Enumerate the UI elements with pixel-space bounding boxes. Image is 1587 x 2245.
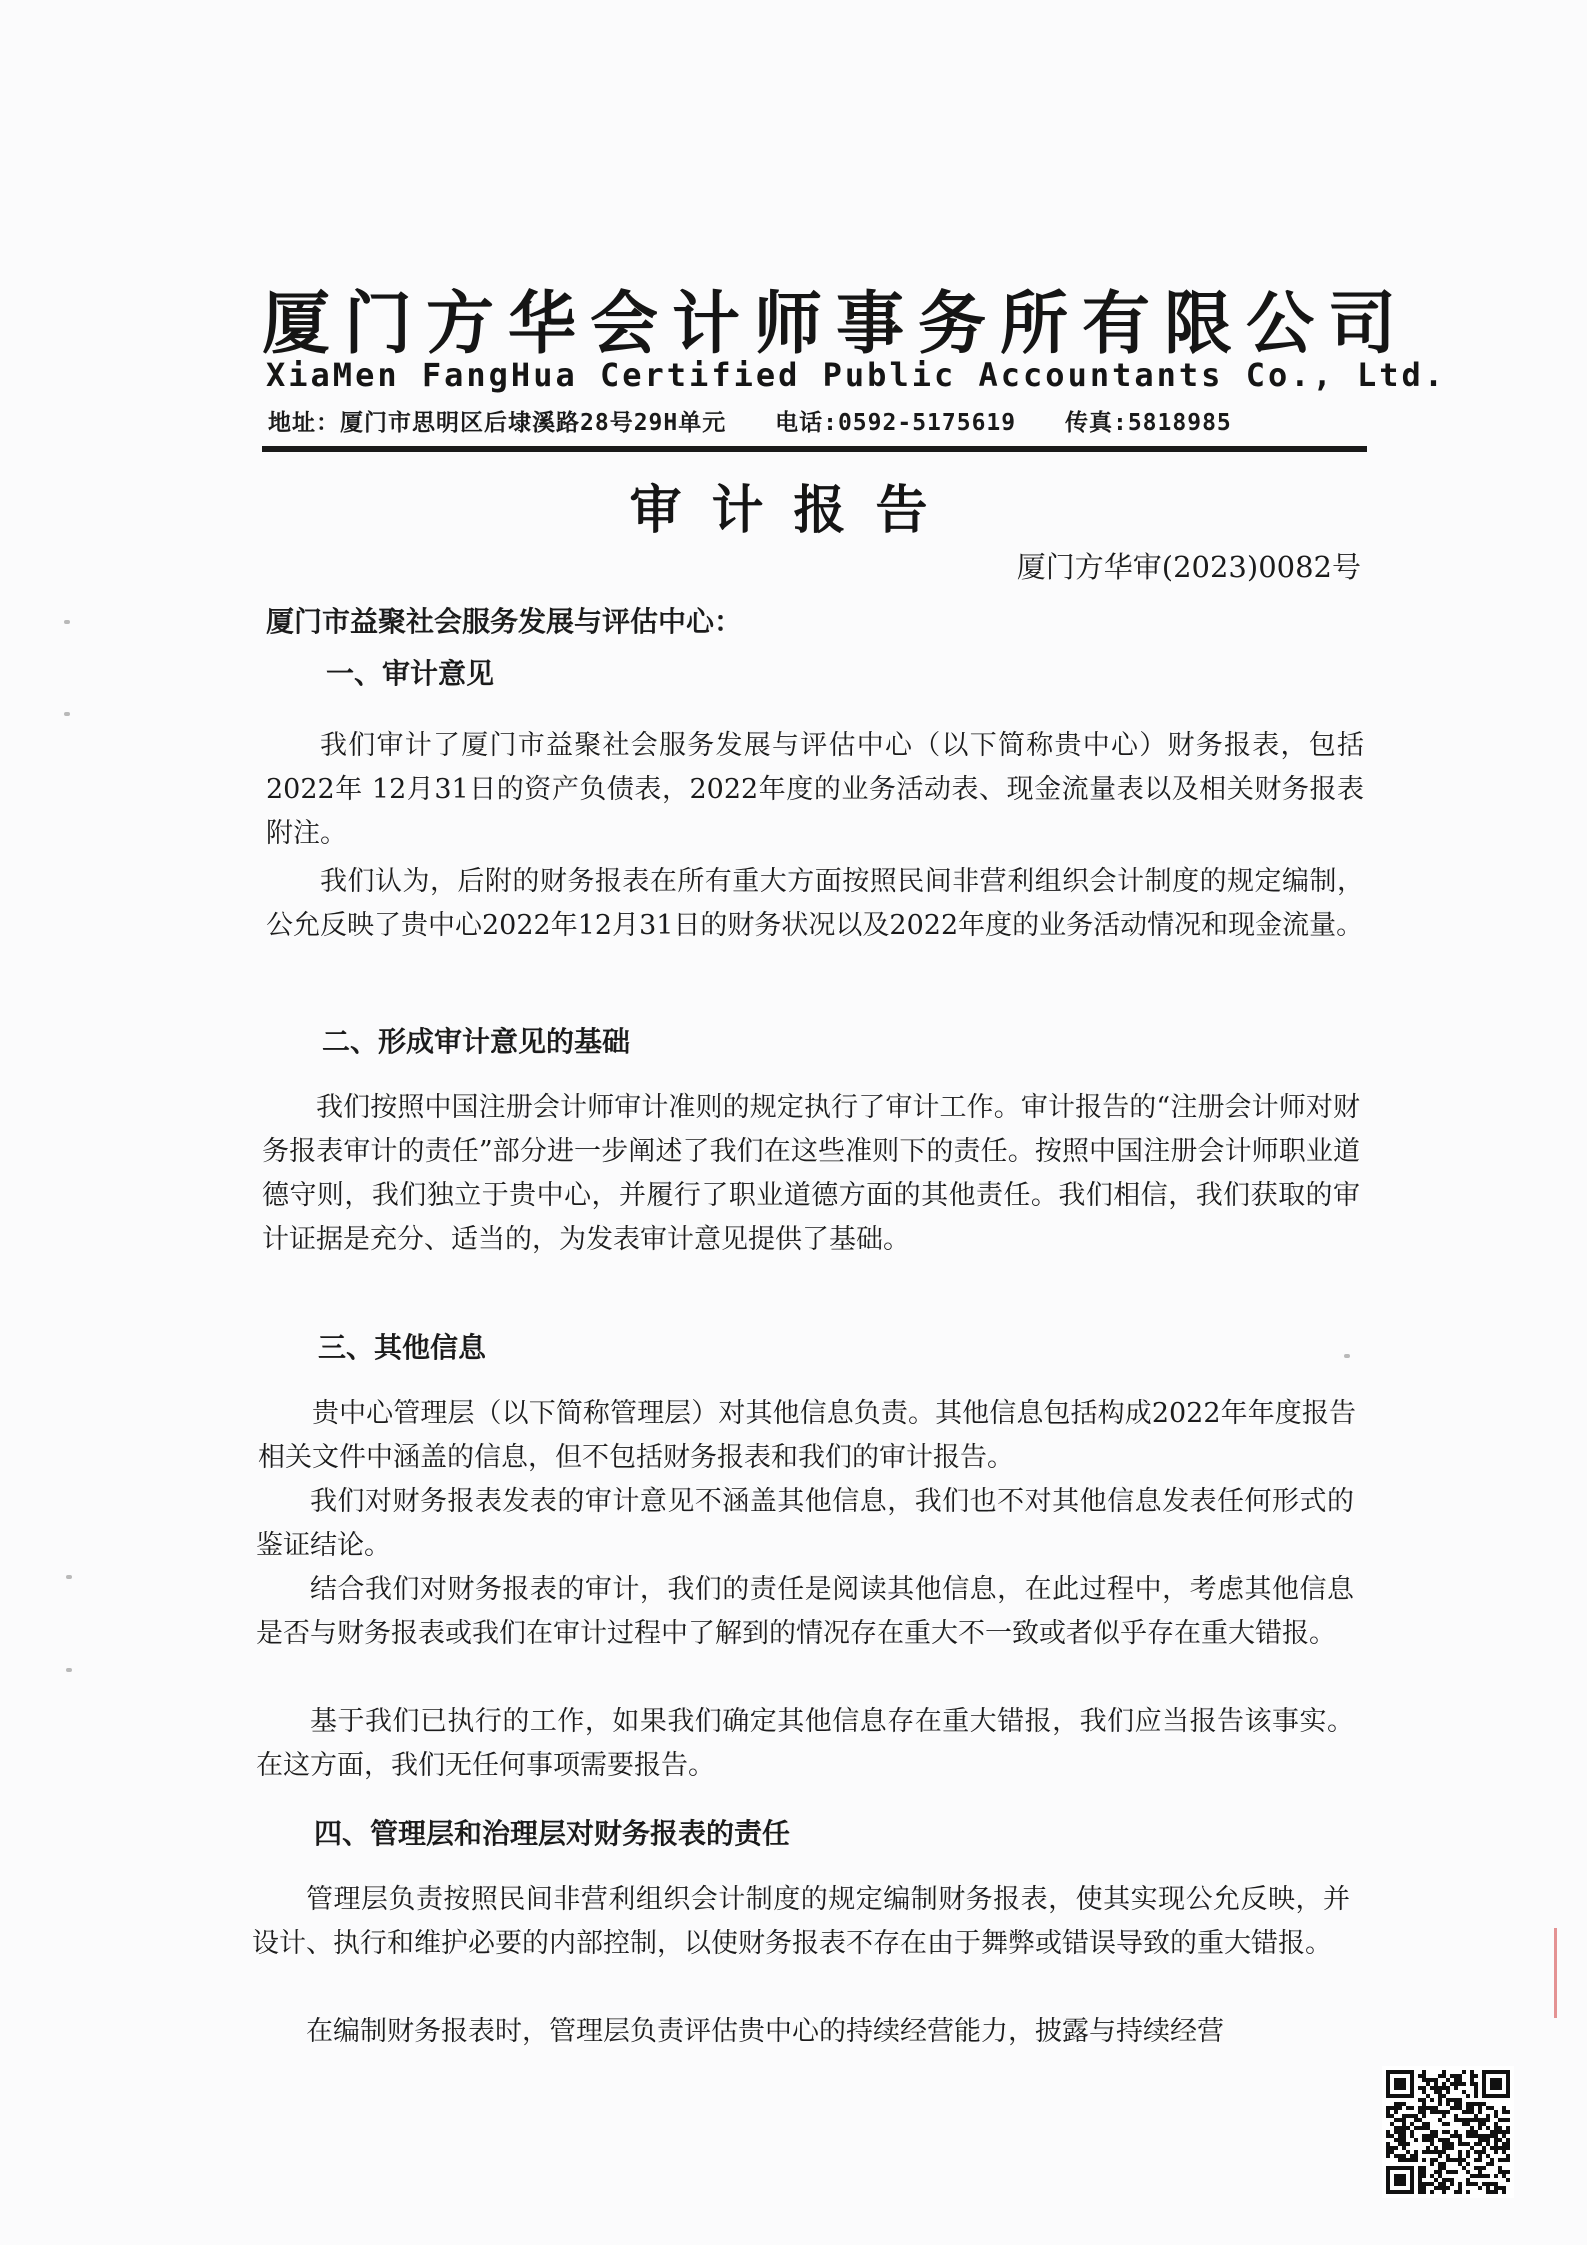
- letterhead-divider: [262, 446, 1367, 452]
- paragraph: 基于我们已执行的工作，如果我们确定其他信息存在重大错报，我们应当报告该事实。在这方面，我们无任何事项需要报告。: [256, 1706, 1354, 1781]
- paragraph: 管理层负责按照民间非营利组织会计制度的规定编制财务报表，使其实现公允反映，并设计、执行和维护必要的内部控制，以使财务报表不存在由于舞弊或错误导致的重大错报。: [252, 1884, 1350, 1959]
- company-contact-line: [268, 404, 1368, 437]
- paragraph: 我们审计了厦门市益聚社会服务发展与评估中心（以下简称贵中心）财务报表，包括2022年 12月31日的资产负债表，2022年度的业务活动表、现金流量表以及相关财务报表附注。: [266, 730, 1364, 849]
- qr-code-icon: [1382, 2066, 1514, 2198]
- paragraph: 结合我们对财务报表的审计，我们的责任是阅读其他信息，在此过程中，考虑其他信息是否与财务报表或我们在审计过程中了解到的情况存在重大不一致或者似乎存在重大错报。: [256, 1574, 1354, 1649]
- scan-mark: [66, 1668, 72, 1672]
- company-name-cn: 厦门方华会计师事务所有限公司: [262, 285, 1411, 364]
- paragraph: 在编制财务报表时，管理层负责评估贵中心的持续经营能力，披露与持续经营: [306, 2016, 1224, 2047]
- company-phone: 电话:0592-5175619: [775, 410, 1017, 436]
- report-addressee: 厦门市益聚社会服务发展与评估中心：: [266, 605, 743, 638]
- scan-mark: [66, 1575, 72, 1579]
- seal-fragment: [1554, 1928, 1583, 2018]
- paragraph: 贵中心管理层（以下简称管理层）对其他信息负责。其他信息包括构成2022年年度报告相关文件中涵盖的信息，但不包括财务报表和我们的审计报告。: [258, 1398, 1356, 1473]
- scan-mark: [64, 620, 70, 624]
- paragraph: 我们按照中国注册会计师审计准则的规定执行了审计工作。审计报告的“注册会计师对财务报表审计的责任”部分进一步阐述了我们在这些准则下的责任。按照中国注册会计师职业道德守则，我们独立于贵中心，并履行了职业道德方面的其他责任。我们相信，我们获取的审计证据是充分、适当的，为发表审计意见提供了基础。: [262, 1092, 1360, 1255]
- report-number: 厦门方华审(2023)0082号: [1016, 550, 1361, 584]
- paragraph: 我们认为，后附的财务报表在所有重大方面按照民间非营利组织会计制度的规定编制，公允反映了贵中心2022年12月31日的财务状况以及2022年度的业务活动情况和现金流量。: [266, 866, 1364, 941]
- report-title: 审计报告: [629, 481, 958, 541]
- section-heading-basis-for-opinion: 二、形成审计意见的基础: [322, 1025, 631, 1058]
- section-heading-audit-opinion: 一、审计意见: [326, 657, 495, 690]
- section-heading-management-responsibility: 四、管理层和治理层对财务报表的责任: [314, 1817, 791, 1850]
- paragraph: 我们对财务报表发表的审计意见不涵盖其他信息，我们也不对其他信息发表任何形式的鉴证结论。: [256, 1486, 1354, 1561]
- company-address: 地址：厦门市思明区后埭溪路28号29H单元: [268, 410, 727, 436]
- company-fax: 传真:5818985: [1064, 410, 1232, 436]
- scan-mark: [64, 712, 70, 716]
- company-name-en: XiaMen FangHua Certified Public Accountants Co., Ltd.: [266, 356, 1447, 394]
- section-heading-other-information: 三、其他信息: [318, 1331, 487, 1364]
- scan-mark: [1344, 1354, 1350, 1358]
